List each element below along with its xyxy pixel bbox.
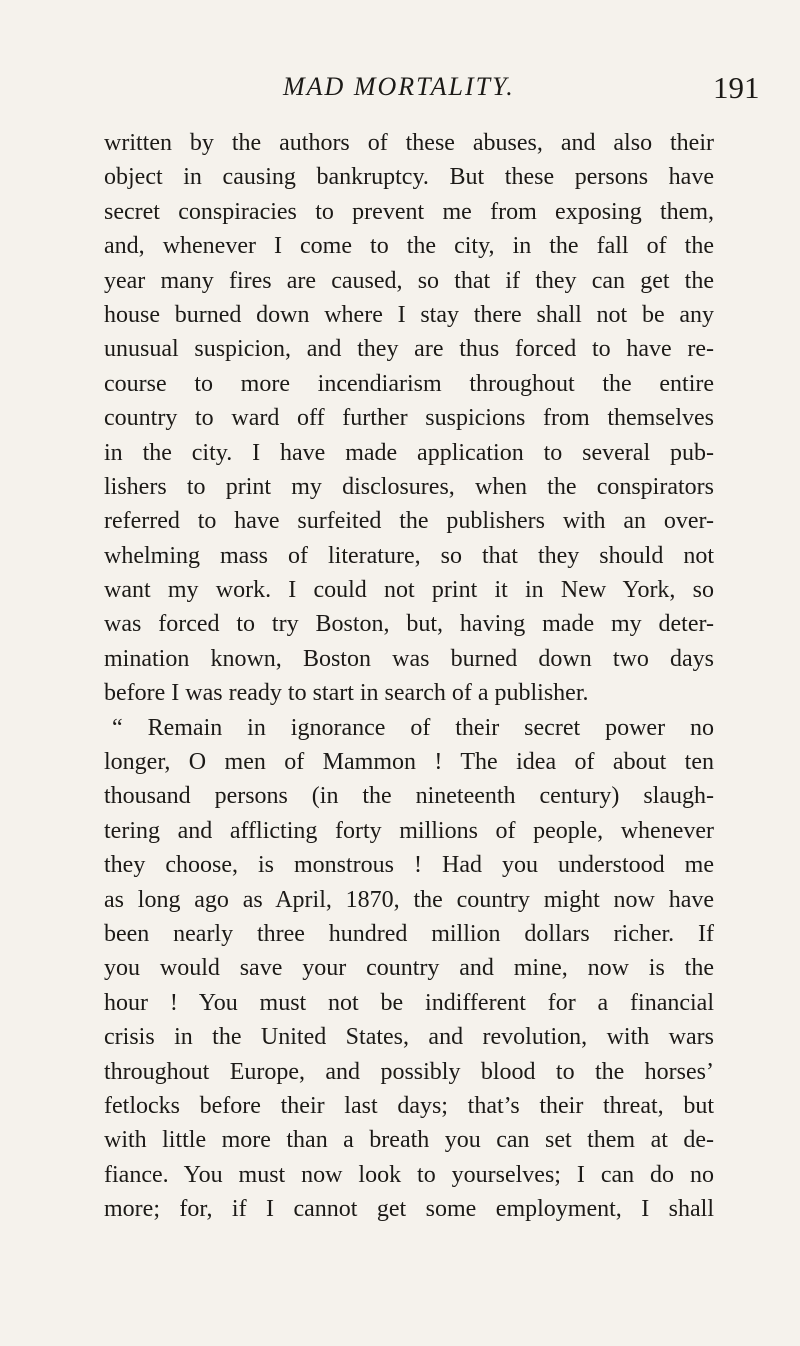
page-number: 191 bbox=[713, 70, 760, 105]
body-text bbox=[104, 126, 714, 1227]
text-line: unusual suspicion, and they are thus forced to have re- bbox=[104, 336, 714, 363]
text-line: year many fires are caused, so that if they can get the bbox=[104, 267, 714, 294]
text-line: house burned down where I stay there shall not be any bbox=[104, 301, 714, 328]
text-line: been nearly three hundred million dollars richer. If bbox=[104, 920, 714, 947]
text-line: in the city. I have made application to several pub- bbox=[104, 439, 714, 466]
text-line: more; for, if I cannot get some employment, I shall bbox=[104, 1196, 714, 1223]
text-line: whelming mass of literature, so that they should not bbox=[104, 542, 714, 569]
text-line: thousand persons (in the nineteenth century) slaugh- bbox=[104, 783, 714, 810]
running-head: MAD MORTALITY. bbox=[283, 72, 515, 101]
page-header bbox=[0, 68, 800, 108]
text-line: secret conspiracies to prevent me from exposing them, bbox=[104, 198, 714, 225]
text-line: want my work. I could not print it in New York, so bbox=[104, 577, 714, 604]
text-line: they choose, is monstrous ! Had you understood me bbox=[104, 852, 714, 879]
text-line: lishers to print my disclosures, when the conspirators bbox=[104, 473, 714, 500]
text-line: and, whenever I come to the city, in the fall of the bbox=[104, 233, 714, 260]
text-line: before I was ready to start in search of a publisher. bbox=[104, 680, 589, 707]
text-line: country to ward off further suspicions from themselves bbox=[104, 405, 714, 432]
text-line: tering and afflicting forty millions of people, whenever bbox=[104, 817, 714, 844]
text-line: object in causing bankruptcy. But these persons have bbox=[104, 164, 714, 191]
text-line: hour ! You must not be indifferent for a financial bbox=[104, 989, 714, 1016]
text-line: fetlocks before their last days; that’s their threat, but bbox=[104, 1092, 714, 1119]
text-line: course to more incendiarism throughout the entire bbox=[104, 370, 714, 397]
text-line: fiance. You must now look to yourselves; I can do no bbox=[104, 1161, 714, 1188]
text-line: longer, O men of Mammon ! The idea of about ten bbox=[104, 749, 714, 776]
text-line: “ Remain in ignorance of their secret power no bbox=[112, 714, 714, 741]
text-line: crisis in the United States, and revolution, with wars bbox=[104, 1024, 714, 1051]
text-line: throughout Europe, and possibly blood to the horses’ bbox=[104, 1058, 714, 1085]
text-line: referred to have surfeited the publishers with an over- bbox=[104, 508, 714, 535]
text-line: written by the authors of these abuses, and also their bbox=[104, 130, 714, 156]
text-line: mination known, Boston was burned down two days bbox=[104, 645, 714, 672]
text-line: as long ago as April, 1870, the country might now have bbox=[104, 886, 714, 913]
text-line: with little more than a breath you can set them at de- bbox=[104, 1127, 714, 1154]
text-line: was forced to try Boston, but, having made my deter- bbox=[104, 611, 714, 638]
text-line: you would save your country and mine, now is the bbox=[104, 955, 714, 982]
